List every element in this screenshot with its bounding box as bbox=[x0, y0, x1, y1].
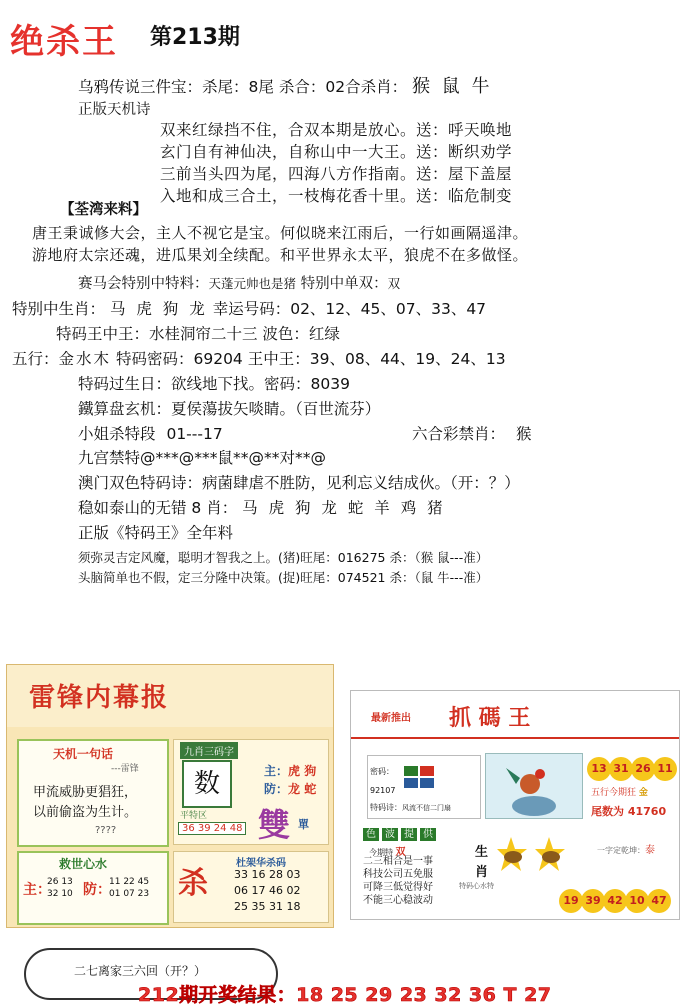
saima-value: 天蓬元帅也是猪 bbox=[208, 276, 297, 291]
special-line bbox=[12, 297, 486, 319]
color-tag-2: 波 bbox=[382, 828, 398, 841]
crow-combo-label: 杀合： bbox=[278, 78, 326, 96]
macau-line: 澳门双色特码诗：病菌肆虐不胜防，见利忘义结成伙。（开：？） bbox=[78, 474, 520, 492]
stable-line bbox=[78, 496, 446, 518]
color-tag-3: 提 bbox=[401, 828, 417, 841]
today-label: 今期特 bbox=[369, 848, 393, 857]
issue-number: 第213期 bbox=[150, 25, 240, 50]
sha-title: 杜架华杀码 bbox=[236, 858, 286, 869]
dan-char: 單 bbox=[298, 818, 309, 831]
color-tag-1: 色 bbox=[363, 828, 379, 841]
secret-box bbox=[173, 739, 329, 845]
grab-title: 抓 碼 王 bbox=[449, 705, 531, 731]
bottom-ball-1: 19 bbox=[559, 889, 583, 913]
grab-poem-label: 特码诗： bbox=[370, 803, 402, 812]
fang2-row-1: 11 22 45 bbox=[109, 877, 150, 887]
dragons-image bbox=[497, 835, 567, 875]
grab-top-label: 最新推出 bbox=[371, 713, 411, 724]
saima-line bbox=[78, 272, 400, 293]
xiao-char: 肖 bbox=[475, 865, 489, 880]
tianji-box-line-2: 以前偷盗为生计。 bbox=[33, 805, 138, 820]
tianji-box-title: 天机一句话 bbox=[53, 747, 114, 761]
zhu-label: 主： bbox=[264, 764, 289, 778]
fang2-label: 防： bbox=[83, 882, 111, 898]
taiwan-line-2: 游地府太宗还魂，进瓜果刘全续配。和平世界永太平，狼虎不在多做怪。 bbox=[32, 246, 529, 264]
crow-combo: 02合 bbox=[325, 78, 361, 96]
tianji-box-sign: ---雷锋 bbox=[111, 764, 139, 774]
riddle-box bbox=[363, 855, 433, 907]
tianji-line-3: 三前当头四为尾，四海八方作指南。送：屋下盖屋 bbox=[160, 165, 513, 183]
crow-label: 乌鸦传说三件宝：杀尾： bbox=[78, 78, 249, 96]
zhu-value: 虎 狗 bbox=[288, 764, 317, 778]
tianji-box-line-1: 甲流威胁更猖狂， bbox=[33, 785, 138, 800]
secret-box-title: 九肖三码字 bbox=[180, 742, 238, 759]
shuang-char: 雙 bbox=[258, 806, 291, 844]
color-tags bbox=[363, 825, 436, 840]
lucky-numbers: 02、12、45、07、33、47 bbox=[290, 300, 487, 318]
sha-row-2: 06 17 46 02 bbox=[234, 884, 301, 897]
tianji-title: 正版天机诗 bbox=[78, 102, 151, 118]
tianji-box bbox=[17, 739, 169, 847]
grab-header bbox=[351, 691, 679, 739]
ping-numbers: 36 39 24 48 bbox=[178, 822, 246, 835]
crow-line bbox=[78, 72, 492, 98]
sheng-char: 生 bbox=[475, 845, 489, 860]
wuxing-value: 金水木 bbox=[58, 350, 112, 368]
taiwan-title: 【荃湾来料】 bbox=[60, 202, 147, 218]
fang-line bbox=[264, 780, 316, 797]
bottom-ball-4: 10 bbox=[625, 889, 649, 913]
grab-logo-icon bbox=[404, 766, 434, 788]
wang-label: 王中王： bbox=[247, 350, 310, 368]
sha-char: 杀 bbox=[178, 866, 208, 901]
texiao-label: 特码心水特 bbox=[459, 882, 494, 890]
heart-title: 救世心水 bbox=[59, 857, 108, 871]
top-ball-3: 26 bbox=[631, 757, 655, 781]
grab-code-value: 92107 bbox=[370, 786, 396, 795]
code-label: 特码密码： bbox=[115, 350, 194, 368]
today-value: 双 bbox=[395, 847, 406, 858]
tianji-box-foot: ???? bbox=[95, 825, 117, 836]
side-label: 一字定乾坤： bbox=[597, 846, 645, 855]
note-line-2: 头脑简单也不假，定三分隆中决策。(捉)旺尾：074521 杀：（鼠 牛---准） bbox=[78, 570, 489, 585]
miss-label: 小姐杀特段 bbox=[78, 425, 156, 443]
sha-row-1: 33 16 28 03 bbox=[234, 868, 301, 881]
crow-xiao-label: 杀肖： bbox=[360, 78, 408, 96]
code-value: 69204 bbox=[193, 350, 243, 368]
bottom-ball-3: 42 bbox=[603, 889, 627, 913]
grab-poem bbox=[370, 802, 451, 813]
cloud-text: 二七离家三六回（开？） bbox=[74, 964, 207, 978]
saima-value2: 双 bbox=[387, 276, 401, 291]
fang2-row-2: 01 07 23 bbox=[109, 889, 150, 899]
fang-label: 防： bbox=[264, 782, 289, 796]
special-animals: 马 虎 狗 龙 bbox=[109, 300, 208, 318]
top-ball-1: 13 bbox=[587, 757, 611, 781]
tianji-line-4: 入地和成三合土，一枝梅花香十里。送：临危制变 bbox=[160, 187, 513, 205]
tianji-line-2: 玄门自有神仙决，自称山中一大王。送：断织劝学 bbox=[160, 143, 513, 161]
crow-tail: 8尾 bbox=[248, 78, 274, 96]
zhu2-row-2: 32 10 bbox=[47, 889, 73, 899]
six-line bbox=[412, 422, 531, 444]
yearly-title: 正版《特码王》全年料 bbox=[78, 524, 234, 542]
top-ball-4: 11 bbox=[653, 757, 677, 781]
nine-line: 九宫禁特@***@***鼠**@**对**@ bbox=[78, 449, 327, 467]
six-label: 六合彩禁肖： bbox=[412, 425, 506, 443]
riddle-line-2: 科技公司五免服 bbox=[363, 869, 433, 880]
grab-logo bbox=[404, 766, 434, 788]
wuxing-line bbox=[12, 347, 506, 369]
riddle-line-4: 不能三心稳波动 bbox=[363, 895, 433, 906]
tianji-line-1: 双来红绿挡不住，合双本期是放心。送：呼天唤地 bbox=[160, 121, 513, 139]
secret-char: 数 bbox=[182, 760, 232, 808]
miss-line bbox=[78, 422, 223, 444]
wang-numbers: 39、08、44、19、24、13 bbox=[309, 350, 506, 368]
grab-code bbox=[370, 766, 394, 777]
dragon-icon bbox=[497, 835, 567, 875]
grab-wuxing-value: 金 bbox=[638, 788, 648, 798]
side-value: 泰 bbox=[645, 845, 655, 856]
grab-wuxing-label: 五行今期狂 bbox=[591, 788, 637, 798]
brand-title: 绝杀王 bbox=[10, 22, 118, 62]
saima-label2: 特别中单双： bbox=[300, 276, 388, 292]
grab-tail-value: 41760 bbox=[627, 805, 667, 818]
bottom-ball-5: 47 bbox=[647, 889, 671, 913]
sha-row-3: 25 35 31 18 bbox=[234, 900, 301, 913]
special-label: 特别中生肖： bbox=[12, 300, 106, 318]
thunder-title: 雷锋内幕报 bbox=[29, 683, 170, 713]
birthday-line: 特码过生日：欲线地下找。密码：8039 bbox=[78, 375, 350, 393]
abacus-line: 鐵算盘玄机：夏侯蕩拔矢啖睛。（百世流芬） bbox=[78, 400, 381, 418]
ping-label: 平特区 bbox=[180, 811, 208, 821]
crow-xiao: 猴 鼠 牛 bbox=[412, 76, 493, 97]
miss-value: 01---17 bbox=[166, 425, 223, 443]
draw-result: 212期开奖结果：18 25 29 23 32 36 T 27 bbox=[138, 984, 552, 1006]
thunder-panel bbox=[6, 664, 334, 928]
tail-line bbox=[591, 803, 666, 819]
side-line bbox=[597, 841, 655, 856]
king-line: 特码王中王：水桂洞帘二十三 波色：红绿 bbox=[56, 325, 340, 343]
fang-value: 龙 蛇 bbox=[288, 782, 317, 796]
bottom-ball-2: 39 bbox=[581, 889, 605, 913]
taiwan-line-1: 唐王秉诚修大会，主人不视它是宝。何似晓来江雨后，一行如画隔遥津。 bbox=[32, 224, 529, 242]
grab-poem-value: 风流不信二门扇 bbox=[402, 804, 451, 812]
rooster-image bbox=[485, 753, 583, 819]
stable-label: 稳如泰山的无错 8 肖： bbox=[78, 499, 238, 517]
color-tag-4: 供 bbox=[420, 828, 436, 841]
wuxing-label: 五行： bbox=[12, 350, 59, 368]
sha-box bbox=[173, 851, 329, 923]
grab-code-label: 密码： bbox=[370, 767, 394, 776]
saima-label: 赛马会特别中特料： bbox=[78, 276, 209, 292]
note-line-1: 须弥灵吉定风魔，聪明才智我之上。(猪)旺尾：016275 杀：（猴 鼠---准） bbox=[78, 550, 489, 565]
heart-box bbox=[17, 851, 169, 925]
grab-tail-label: 尾数为 bbox=[591, 805, 624, 818]
riddle-line-1: 二三相合是一事 bbox=[363, 856, 433, 867]
zhu2-row-1: 26 13 bbox=[47, 877, 73, 887]
rooster-icon bbox=[486, 754, 582, 818]
zhu-line bbox=[264, 762, 316, 779]
stable-animals: 马 虎 狗 龙 蛇 羊 鸡 猪 bbox=[242, 499, 446, 517]
zhu2-label: 主： bbox=[23, 882, 51, 898]
wuxing-label-r bbox=[591, 785, 648, 798]
six-value: 猴 bbox=[515, 425, 532, 443]
riddle-line-3: 可降三低觉得好 bbox=[363, 882, 433, 893]
top-ball-2: 31 bbox=[609, 757, 633, 781]
grab-code-box bbox=[367, 755, 481, 819]
grab-panel bbox=[350, 690, 680, 920]
lucky-label: 幸运号码： bbox=[212, 300, 291, 318]
